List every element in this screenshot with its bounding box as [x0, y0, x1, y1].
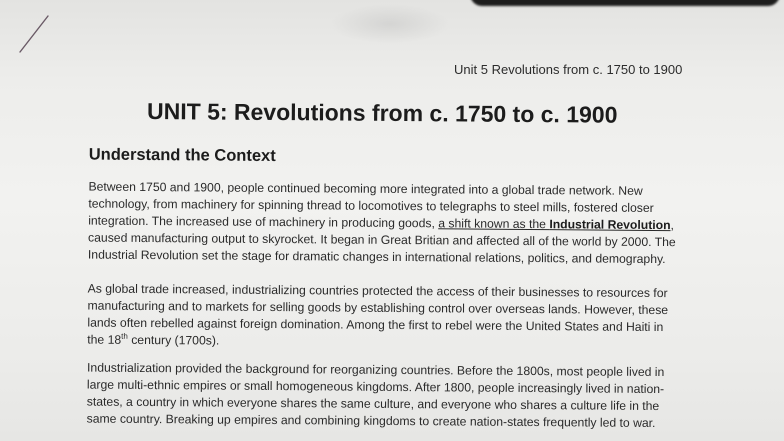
text-line: large multi-ethnic empires or small homogeneous kingdoms. After 1800, people increasingly lived in nation-: [86, 377, 665, 397]
text-line: lands often rebelled against foreign domination. Among the first to rebel were the United States and Haiti in: [87, 315, 664, 335]
superscript: th: [121, 331, 128, 341]
text-segment: integration. The increased use of machinery in producing goods,: [88, 213, 439, 231]
text-line: technology, from machinery for spinning thread to locomotives to telegraphs to steel mills, fostered closer: [88, 196, 654, 215]
text-segment: a shift known as the: [438, 216, 550, 232]
paragraph-overseas-control: [87, 281, 688, 354]
text-line: manufacturing and to markets for selling goods by establishing control over overseas lands. However, these: [87, 298, 669, 318]
text-segment: century (1700s).: [127, 332, 220, 348]
text-line: As global trade increased, industrializing countries protected the access of their businesses to resources for: [87, 281, 668, 301]
text-segment: the 18: [87, 332, 122, 347]
running-header: Unit 5 Revolutions from c. 1750 to 1900: [454, 62, 683, 77]
section-heading: Understand the Context: [88, 145, 276, 166]
underlined-phrase: [438, 216, 670, 232]
text-line: states, a country in which everyone shares the same culture, and everyone who shares a culture life in the: [86, 394, 660, 414]
paragraph-trade-network: [88, 179, 689, 269]
text-line: Between 1750 and 1900, people continued becoming more integrated into a global trade network. New: [88, 179, 643, 198]
key-term-industrial-revolution: Industrial Revolution: [549, 217, 671, 233]
text-line: Industrialization provided the background for reorganizing countries. Before the 1800s, most people lived in: [87, 360, 665, 380]
paragraph-nation-states: [87, 360, 688, 433]
unit-title: UNIT 5: Revolutions from c. 1750 to c. 1900: [146, 98, 618, 128]
text-line: same country. Breaking up empires and combining kingdoms to create nation-states frequently led to war.: [86, 411, 656, 431]
text-line: Industrial Revolution set the stage for dramatic changes in international relations, politics, and demography.: [87, 247, 666, 267]
text-line: caused manufacturing output to skyrocket. It began in Great Britian and affected all of the world by 2000. The: [88, 230, 676, 250]
text-segment: ,: [670, 218, 675, 233]
